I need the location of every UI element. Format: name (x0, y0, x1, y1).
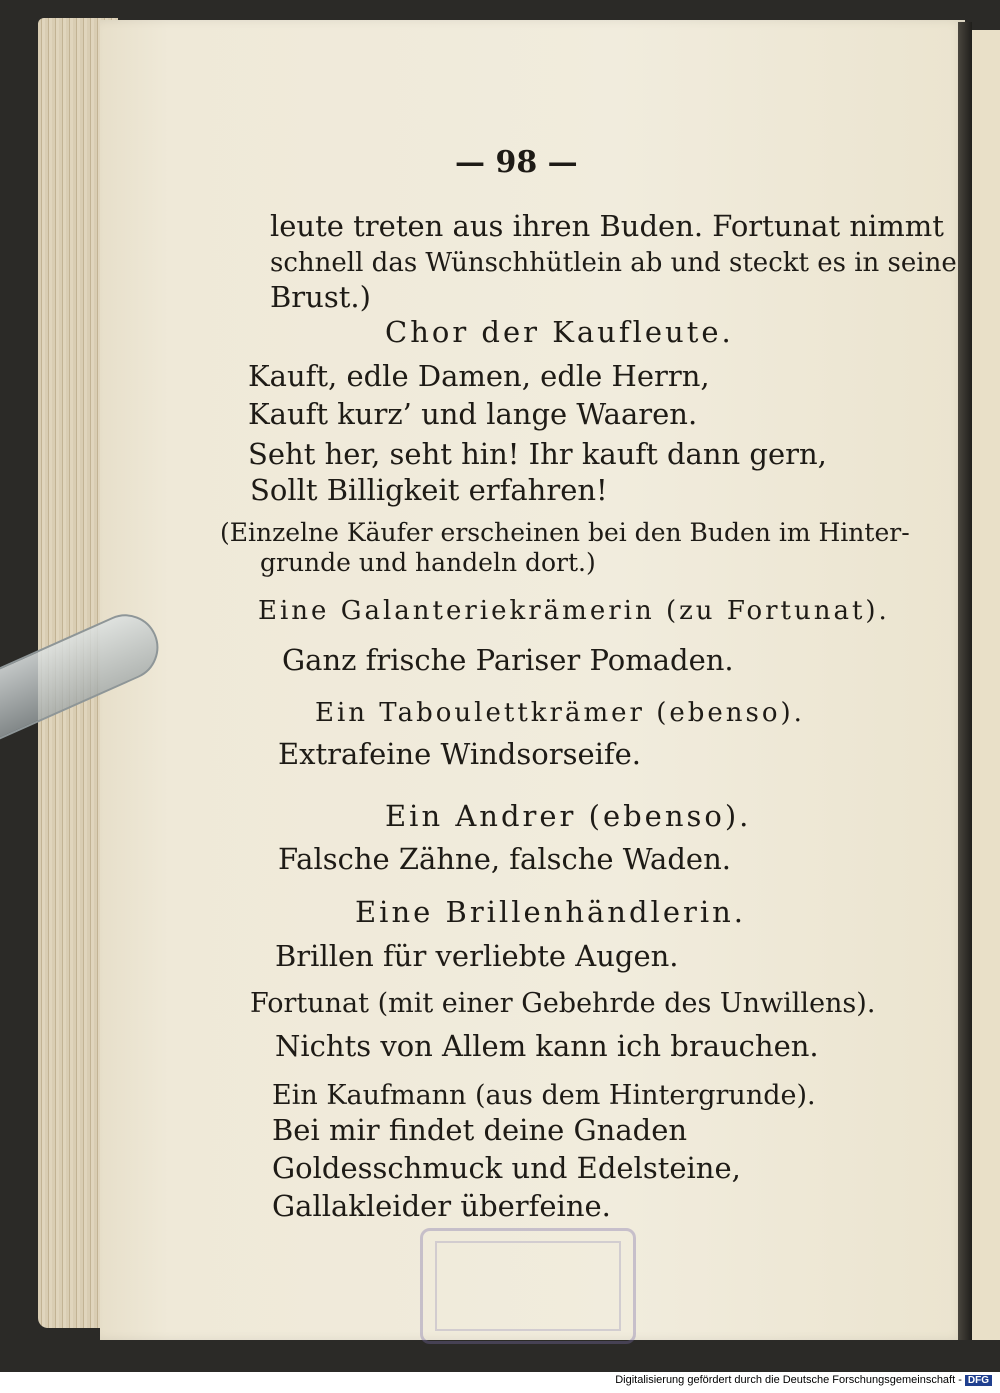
verse-line: Seht her, seht hin! Ihr kauft dann gern, (248, 437, 827, 471)
verse-line: Bei mir findet deine Gnaden (272, 1113, 688, 1147)
speaker-heading: Eine Galanteriekrämerin (zu Fortunat). (258, 596, 890, 626)
footer-credit (615, 1374, 992, 1386)
stage-direction: (Einzelne Käufer erscheinen bei den Buden im Hinter- (220, 518, 910, 547)
verse-line: Ganz frische Pariser Pomaden. (282, 643, 734, 677)
stage-direction: grunde und handeln dort.) (260, 548, 596, 577)
book-gutter (958, 22, 972, 1340)
text-line: leute treten aus ihren Buden. Fortunat nimmt (270, 209, 944, 243)
text-line: schnell das Wünschhütlein ab und steckt es in seine (270, 248, 957, 278)
text-line: Brust.) (270, 280, 371, 314)
verse-line: Nichts von Allem kann ich brauchen. (275, 1029, 819, 1063)
dfg-logo: DFG (965, 1375, 992, 1386)
verse-line: Brillen für verliebte Augen. (275, 939, 679, 973)
facing-page-edge (968, 30, 1000, 1340)
library-stamp (420, 1228, 636, 1344)
speaker-heading: Fortunat (mit einer Gebehrde des Unwillens). (250, 988, 876, 1019)
speaker-heading: Chor der Kaufleute. (385, 315, 734, 349)
page-number: — 98 — (455, 145, 578, 180)
verse-line: Extrafeine Windsorseife. (278, 737, 642, 771)
speaker-heading: Ein Taboulettkrämer (ebenso). (315, 698, 805, 728)
verse-line: Goldesschmuck und Edelsteine, (272, 1151, 741, 1185)
verse-line: Kauft kurz’ und lange Waaren. (248, 397, 698, 431)
speaker-heading: Eine Brillenhändlerin. (355, 895, 747, 929)
verse-line: Gallakleider überfeine. (272, 1189, 611, 1223)
footer-credit-text: Digitalisierung gefördert durch die Deutsche Forschungsgemeinschaft - (615, 1374, 962, 1386)
verse-line: Kauft, edle Damen, edle Herrn, (248, 359, 710, 393)
speaker-heading: Ein Andrer (ebenso). (385, 799, 752, 833)
verse-line: Falsche Zähne, falsche Waden. (278, 842, 731, 876)
verse-line: Sollt Billigkeit erfahren! (250, 473, 608, 507)
speaker-heading: Ein Kaufmann (aus dem Hintergrunde). (272, 1080, 816, 1111)
